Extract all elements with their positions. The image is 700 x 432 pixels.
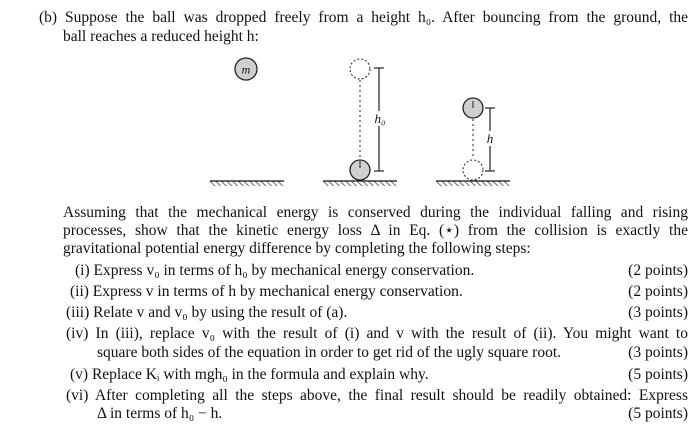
part-b-line-2: ball reaches a reduced height h: <box>63 28 259 45</box>
drop-scenario <box>350 59 390 180</box>
h-label: h <box>486 131 494 146</box>
part-b-line-1: (b) Suppose the ball was dropped freely from a height h₀. After bouncing from the ground, the <box>39 9 688 26</box>
ball-ground-dashed <box>463 160 483 180</box>
step-v-points: (5 points) <box>628 366 688 383</box>
ground-2 <box>323 181 397 186</box>
paragraph-line-1: Assuming that the mechanical energy is conserved during the individual falling and rising <box>63 204 688 221</box>
step-iii: (iii) Relate v and v₀ by using the result of (a). <box>66 304 348 321</box>
step-i-points: (2 points) <box>628 262 688 279</box>
step-iii-points: (3 points) <box>628 304 688 321</box>
ball-initial-dashed <box>350 59 370 79</box>
step-vi: (vi) After completing all the steps above, the final result should be readily obtained: Express <box>66 387 688 404</box>
mass-legend-ball <box>235 58 257 80</box>
step-v: (v) Replace Kᵢ with mgh₀ in the formula and explain why. <box>70 366 429 383</box>
paragraph-line-3: gravitational potential energy difference by completing the following steps: <box>63 240 531 257</box>
mass-label: m <box>241 62 251 77</box>
step-i: (i) Express v₀ in terms of h₀ by mechanical energy conservation. <box>75 262 475 279</box>
bounce-scenario <box>463 98 498 180</box>
h0-label: h₀ <box>374 111 386 126</box>
step-iv-continued: square both sides of the equation in order to get rid of the ugly square root. <box>97 344 562 361</box>
step-iv-points: (3 points) <box>628 344 688 361</box>
ground-3 <box>436 181 510 186</box>
step-vi-continued: Δ in terms of h₀ − h. <box>97 405 223 422</box>
paragraph-line-2: processes, show that the kinetic energy loss Δ in Eq. (⋆) from the collision is exactly the <box>63 222 688 239</box>
bouncing-ball-figure <box>0 0 700 200</box>
step-ii-points: (2 points) <box>628 283 688 300</box>
ground-1 <box>210 181 284 186</box>
step-ii: (ii) Express v in terms of h by mechanical energy conservation. <box>70 283 463 300</box>
step-vi-points: (5 points) <box>628 405 688 422</box>
step-iv: (iv) In (iii), replace v₀ with the result of (i) and v with the result of (ii). You might want to <box>66 325 688 342</box>
